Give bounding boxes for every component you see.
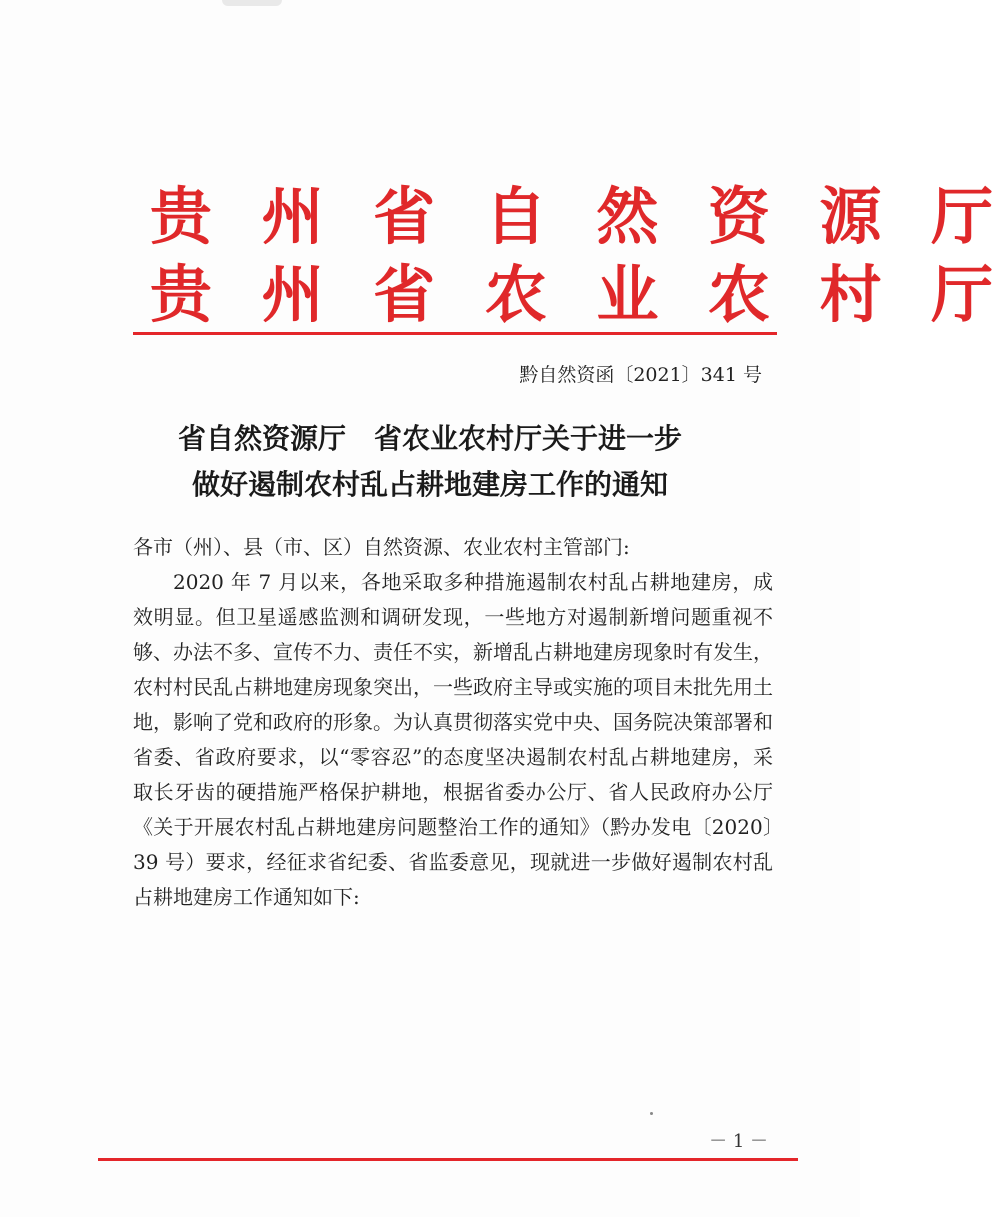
header-red-rule xyxy=(133,332,777,335)
header-line-1: 贵 州 省 自 然 资 源 厅 xyxy=(150,180,1007,253)
issuing-authority-header xyxy=(150,178,1007,334)
document-title xyxy=(100,416,760,508)
document-body xyxy=(133,530,773,915)
salutation: 各市（州）、县（市、区）自然资源、农业农村主管部门: xyxy=(133,535,630,559)
body-paragraph-1: 2020 年 7 月以来，各地采取多种措施遏制农村乱占耕地建房，成效明显。但卫星遥感监测和调研发现，一些地方对遏制新增问题重视不够、办法不多、宣传不力、责任不实，新增乱占耕地建房现象时有发生，农村村民乱占耕地建房现象突出，一些政府主导或实施的项目未批先用土地，影响了党和政府的形象。为认真贯彻落实党中央、国务院决策部署和省委、省政府要求，以“零容忍”的态度坚决遏制农村乱占耕地建房，采取长牙齿的硬措施严格保护耕地，根据省委办公厅、省人民政府办公厅《关于开展农村乱占耕地建房问题整治工作的通知》（黔办发电〔2020〕39 号）要求，经征求省纪委、省监委意见，现就进一步做好遏制农村乱占耕地建房工作通知如下: xyxy=(133,570,773,909)
document-number: 黔自然资函〔2021〕341 号 xyxy=(519,364,762,386)
scan-artifact xyxy=(222,0,282,6)
scan-speck xyxy=(650,1112,653,1115)
title-line-2: 做好遏制农村乱占耕地建房工作的通知 xyxy=(191,468,668,501)
header-line-2: 贵 州 省 农 业 农 村 厅 xyxy=(150,258,1007,331)
title-line-1: 省自然资源厅 省农业农村厅关于进一步 xyxy=(177,422,682,455)
page-number: － 1 － xyxy=(709,1131,768,1152)
footer-red-rule xyxy=(98,1158,798,1161)
